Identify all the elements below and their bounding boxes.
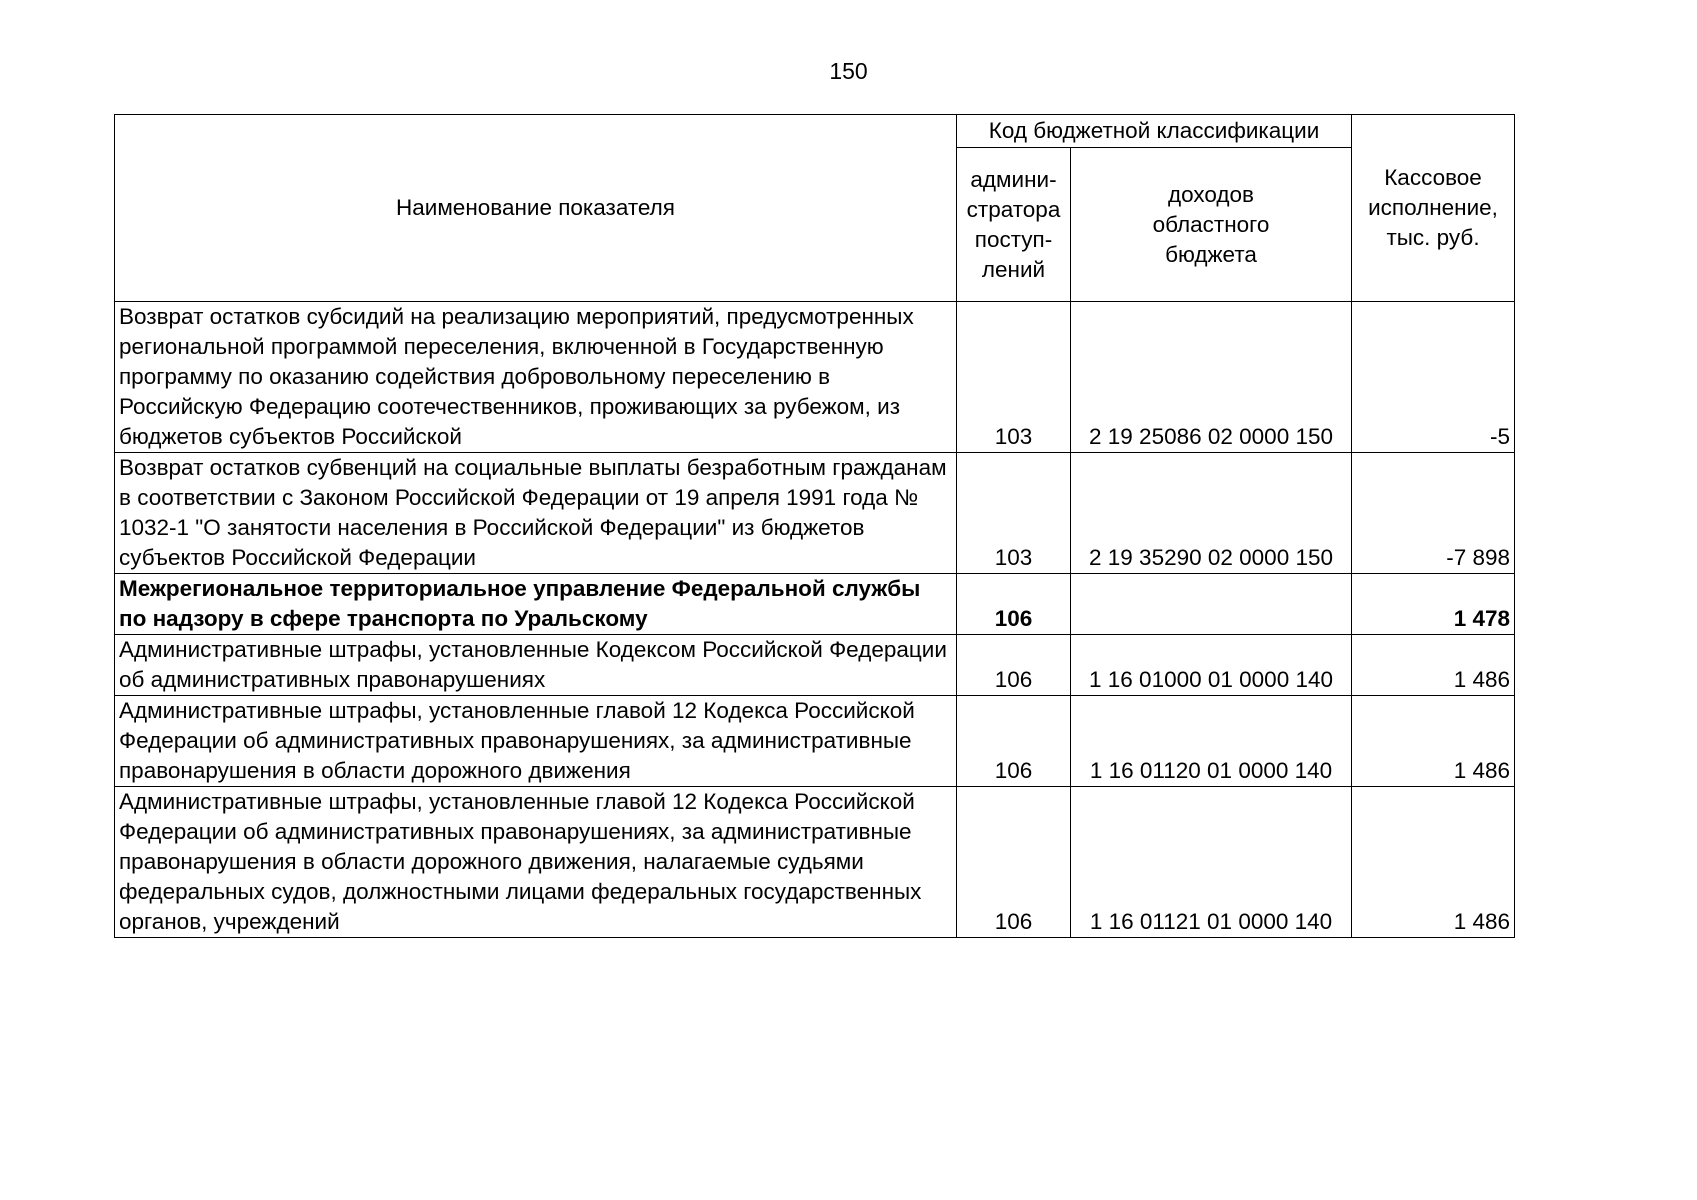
row-name: Административные штрафы, установленные главой 12 Кодекса Российской Федерации об административных правонарушениях, за административные правонарушения в области дорожного движения, налагаемые судьями федеральных судов, должностными лицами федеральных государственных органов, учреждений [115,787,957,938]
row-income-code: 2 19 35290 02 0000 150 [1071,453,1352,574]
row-amount: 1 478 [1352,574,1515,635]
table-row [115,453,1515,574]
table-row [115,302,1515,453]
table-row [115,787,1515,938]
row-income-code: 1 16 01000 01 0000 140 [1071,635,1352,696]
budget-table [114,114,1515,938]
row-income-code [1071,574,1352,635]
row-name: Возврат остатков субсидий на реализацию мероприятий, предусмотренных региональной программой переселения, включенной в Государственную программу по оказанию содействия добровольному переселению в Российскую Федерацию соотечественников, проживающих за рубежом, из бюджетов субъектов Российской [115,302,957,453]
page-number: 150 [829,58,868,84]
row-admin-code: 106 [957,635,1071,696]
row-admin-code: 103 [957,453,1071,574]
row-admin-code: 103 [957,302,1071,453]
row-amount: -5 [1352,302,1515,453]
row-amount: 1 486 [1352,787,1515,938]
row-income-code: 1 16 01120 01 0000 140 [1071,696,1352,787]
header-amount: Кассовое исполнение, тыс. руб. [1352,115,1515,302]
row-amount: 1 486 [1352,696,1515,787]
header-admin: админи- стратора поступ- лений [957,148,1071,302]
row-income-code: 1 16 01121 01 0000 140 [1071,787,1352,938]
header-name: Наименование показателя [115,115,957,302]
row-admin-code: 106 [957,787,1071,938]
table-body [115,302,1515,938]
table-header-row [115,115,1515,148]
header-classification-code: Код бюджетной классификации [957,115,1352,148]
header-income-code: доходов областного бюджета [1071,148,1352,302]
row-name: Административные штрафы, установленные Кодексом Российской Федерации об административных правонарушениях [115,635,957,696]
row-name: Возврат остатков субвенций на социальные выплаты безработным гражданам в соответствии с Законом Российской Федерации от 19 апреля 1991 года № 1032-1 "О занятости населения в Российской Федерации" из бюджетов субъектов Российской Федерации [115,453,957,574]
row-amount: -7 898 [1352,453,1515,574]
row-name: Административные штрафы, установленные главой 12 Кодекса Российской Федерации об административных правонарушениях, за административные правонарушения в области дорожного движения [115,696,957,787]
row-amount: 1 486 [1352,635,1515,696]
row-admin-code: 106 [957,574,1071,635]
table-row [115,635,1515,696]
table-row [115,696,1515,787]
table-row [115,574,1515,635]
row-income-code: 2 19 25086 02 0000 150 [1071,302,1352,453]
row-name: Межрегиональное территориальное управление Федеральной службы по надзору в сфере транспорта по Уральскому [115,574,957,635]
row-admin-code: 106 [957,696,1071,787]
